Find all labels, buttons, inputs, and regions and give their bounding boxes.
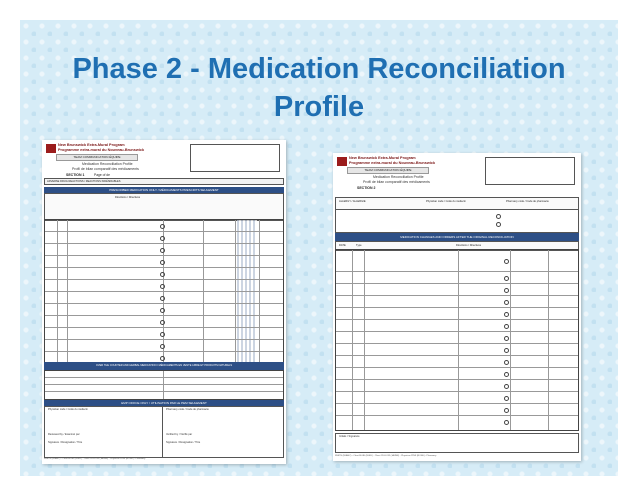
directions-col-label: Directions / Directives xyxy=(456,244,482,247)
nb-logo-icon xyxy=(337,157,347,166)
slide-title-line2: Profile xyxy=(273,91,365,123)
org-name-fr: Programme extra-mural du Nouveau-Brunswick xyxy=(349,161,436,165)
slide-title xyxy=(40,50,598,126)
nb-logo-icon xyxy=(46,144,56,153)
verified-by-label: Verified by / Vérifié par xyxy=(166,433,193,436)
physician-box xyxy=(44,406,164,458)
pharmacy-box xyxy=(162,406,284,458)
section-label: SECTION 1 xyxy=(66,173,85,177)
signature-label-2: Signature / Désignation / Titre xyxy=(166,441,201,444)
pharmacy-code-label: Pharmacy code / Code de pharmacie xyxy=(166,408,209,411)
signature-label-1: Signature / Désignation / Titre xyxy=(48,441,83,444)
slide-title-line1: Phase 2 - Medication Reconciliation xyxy=(72,53,566,85)
otc-bar: OVER THE COUNTER AND HERBAL MEDICATION / MÉDICAMENTS EN VENTE LIBRE ET PRODUITS NATURELS xyxy=(44,362,284,370)
initials-box xyxy=(335,433,579,453)
initials-label: Initials / Signature xyxy=(339,435,360,438)
org-name-fr: Programme extra-mural du Nouveau-Brunswick xyxy=(58,148,145,152)
changes-grid xyxy=(335,249,579,431)
otc-grid xyxy=(44,370,284,400)
form-title-en: Medication Reconciliation Profile xyxy=(82,162,133,166)
form-header xyxy=(42,140,286,184)
date-col-label: DATE xyxy=(339,244,346,247)
form-title-en: Medication Reconciliation Profile xyxy=(373,175,424,179)
type-col-label: Type xyxy=(356,244,362,247)
allergy-label: ALLERGY / ALLERGIE xyxy=(339,200,366,203)
section-label: SECTION 2 xyxy=(357,186,376,190)
right-footer: WHITE (BLANC) - Chart BLUE (BLEU) - Client YELLOW (JAUNE) - Physician PINK (ROSE) - Pharmacy xyxy=(335,455,437,457)
patient-stamp-box xyxy=(190,144,280,172)
prescribed-grid xyxy=(44,219,284,364)
page-label: Page of de xyxy=(94,173,110,177)
left-footer: WHITE (BLANC) - Chart BLUE (BLEU) - Client YELLOW (JAUNE) - Physician PINK (ROSE) - Pharmacy xyxy=(44,458,146,460)
form-header xyxy=(333,153,581,197)
form-section2-image xyxy=(333,153,581,461)
physician-code-label: Physician code / Code du médecin xyxy=(48,408,88,411)
physician-code-label: Physician code / Code du médecin xyxy=(426,200,466,203)
allergy-row: ADVERSE DRUG REACTIONS / REACTIONS INDÉSIRABLES xyxy=(44,178,284,185)
team-bar: TEAM COMMUNICATION ÉQUIPE xyxy=(347,167,429,174)
pharmacy-code-label: Pharmacy code / Code de pharmacie xyxy=(506,200,549,203)
org-name-en: New Brunswick Extra-Mural Program xyxy=(349,156,416,160)
patient-stamp-box xyxy=(485,157,575,185)
prescribed-bar: PRESCRIBED MEDICATION ONLY / MÉDICAMENTS PRESCRITS SEULEMENT xyxy=(44,187,284,193)
team-bar: TEAM COMMUNICATION ÉQUIPE xyxy=(56,154,138,161)
form-title-fr: Profil de bilan comparatif des médicaments xyxy=(72,167,139,171)
changes-bar: MEDICATION CHANGES AND ORDERS AFTER THE ORIGINAL RECONCILIATION xyxy=(335,233,579,241)
reviewed-by-label: Reviewed by / Examiné par xyxy=(48,433,80,436)
allergy-box xyxy=(335,209,579,233)
org-name-en: New Brunswick Extra-Mural Program xyxy=(58,143,125,147)
form-section1-image xyxy=(42,140,286,464)
directions-header xyxy=(44,193,284,221)
form-title-fr: Profil de bilan comparatif des médicaments xyxy=(363,180,430,184)
directions-label: Directions / Directives xyxy=(115,196,141,199)
emp-office-bar: EMP OFFICE ONLY / UTILISATION PAR LE PEM SEULEMENT xyxy=(44,400,284,406)
